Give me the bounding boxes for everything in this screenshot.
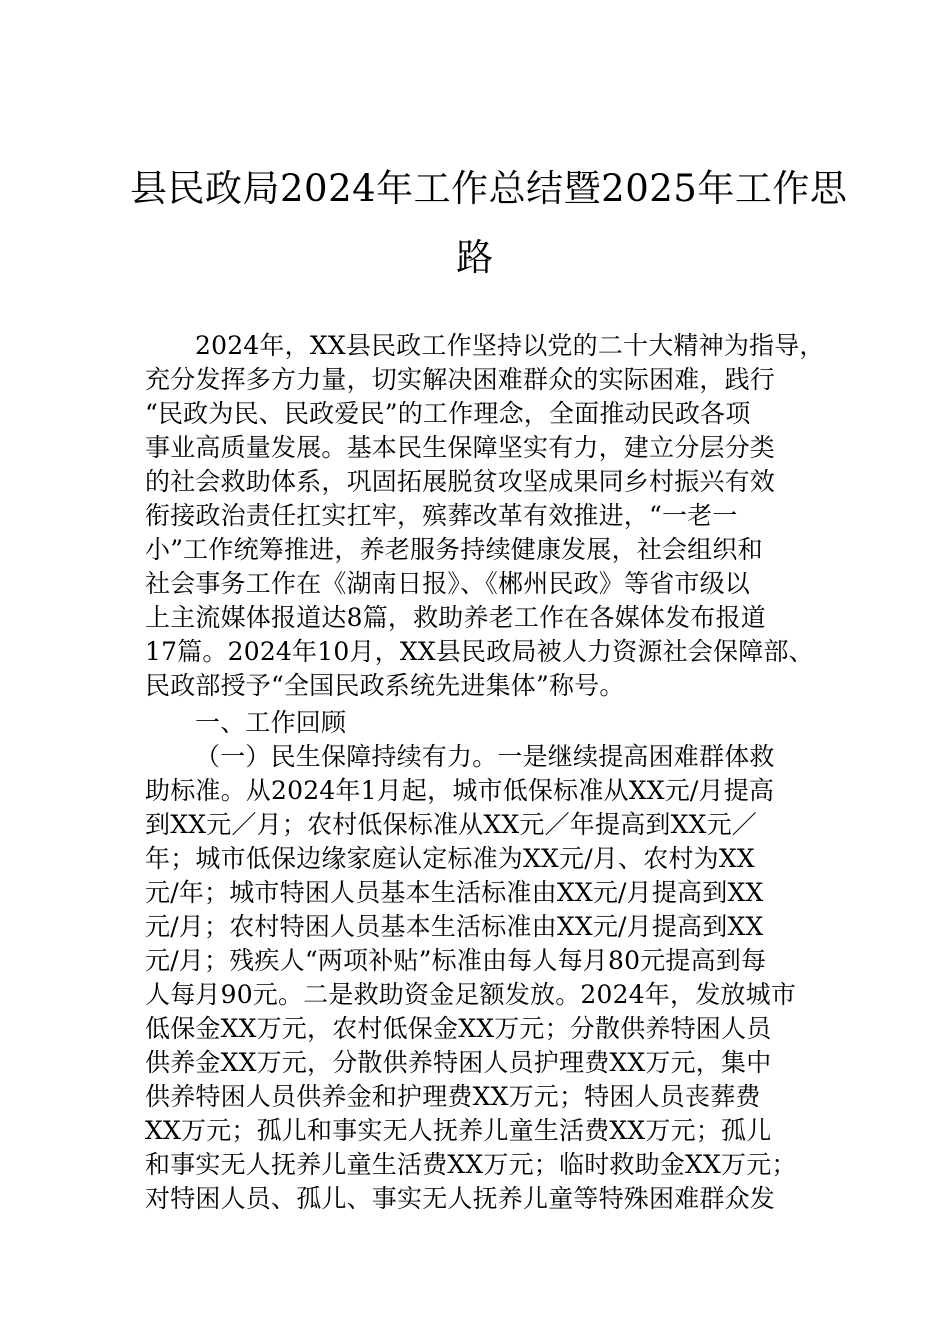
body-line: 衔接政治责任扛实扛牢，殡葬改革有效推进，“一老一 [145, 501, 738, 530]
body-line: 2024年，XX县民政工作坚持以党的二十大精神为指导， [195, 331, 825, 360]
body-line: 元/年；城市特困人员基本生活标准由XX元/月提高到XX [145, 878, 764, 907]
body-line: 事业高质量发展。基本民生保障坚实有力，建立分层分类 [145, 433, 776, 462]
body-line: 元/月；农村特困人员基本生活标准由XX元/月提高到XX [145, 912, 764, 941]
section-heading: 一、工作回顾 [195, 708, 347, 737]
body-line: 人每月90元。二是救助资金足额发放。2024年，发放城市 [145, 980, 797, 1009]
body-line: XX万元；孤儿和事实无人抚养儿童生活费XX万元；孤儿 [145, 1116, 772, 1145]
body-line: 社会事务工作在《湖南日报》、《郴州民政》等省市级以 [145, 569, 751, 598]
body-line: 和事实无人抚养儿童生活费XX万元；临时救助金XX万元； [145, 1150, 797, 1179]
body-line: 充分发挥多方力量，切实解决困难群众的实际困难，践行 [145, 365, 776, 394]
body-line: 供养金XX万元，分散供养特困人员护理费XX万元，集中 [145, 1048, 772, 1077]
body-line: 到XX元／月；农村低保标准从XX元／年提高到XX元／ [145, 810, 757, 839]
body-line: “民政为民、民政爱民”的工作理念，全面推动民政各项 [145, 399, 751, 428]
body-line: 元/月；残疾人“两项补贴”标准由每人每月80元提高到每 [145, 946, 767, 975]
body-line: 供养特困人员供养金和护理费XX万元；特困人员丧葬费 [145, 1082, 761, 1111]
body-line: 低保金XX万元，农村低保金XX万元；分散供养特困人员 [145, 1014, 772, 1043]
document-title-line-2: 路 [456, 236, 494, 279]
body-line: 助标准。从2024年1月起，城市低保标准从XX元/月提高 [145, 776, 775, 805]
body-line: 的社会救助体系，巩固拓展脱贫攻坚成果同乡村振兴有效 [145, 467, 776, 496]
body-line: 小”工作统筹推进，养老服务持续健康发展，社会组织和 [145, 535, 763, 564]
document-title-line-1: 县民政局2024年工作总结暨2025年工作思 [130, 167, 848, 210]
body-line: 17篇。2024年10月，XX县民政局被人力资源社会保障部、 [145, 637, 814, 666]
body-line: 对特困人员、孤儿、事实无人抚养儿童等特殊困难群众发 [145, 1184, 776, 1213]
subsection-paragraph-start: （一）民生保障持续有力。一是继续提高困难群体救 [195, 742, 775, 771]
body-line: 民政部授予“全国民政系统先进集体”称号。 [145, 671, 625, 700]
body-line: 上主流媒体报道达8篇，救助养老工作在各媒体发布报道 [145, 603, 766, 632]
body-line: 年；城市低保边缘家庭认定标准为XX元/月、农村为XX [145, 844, 755, 873]
